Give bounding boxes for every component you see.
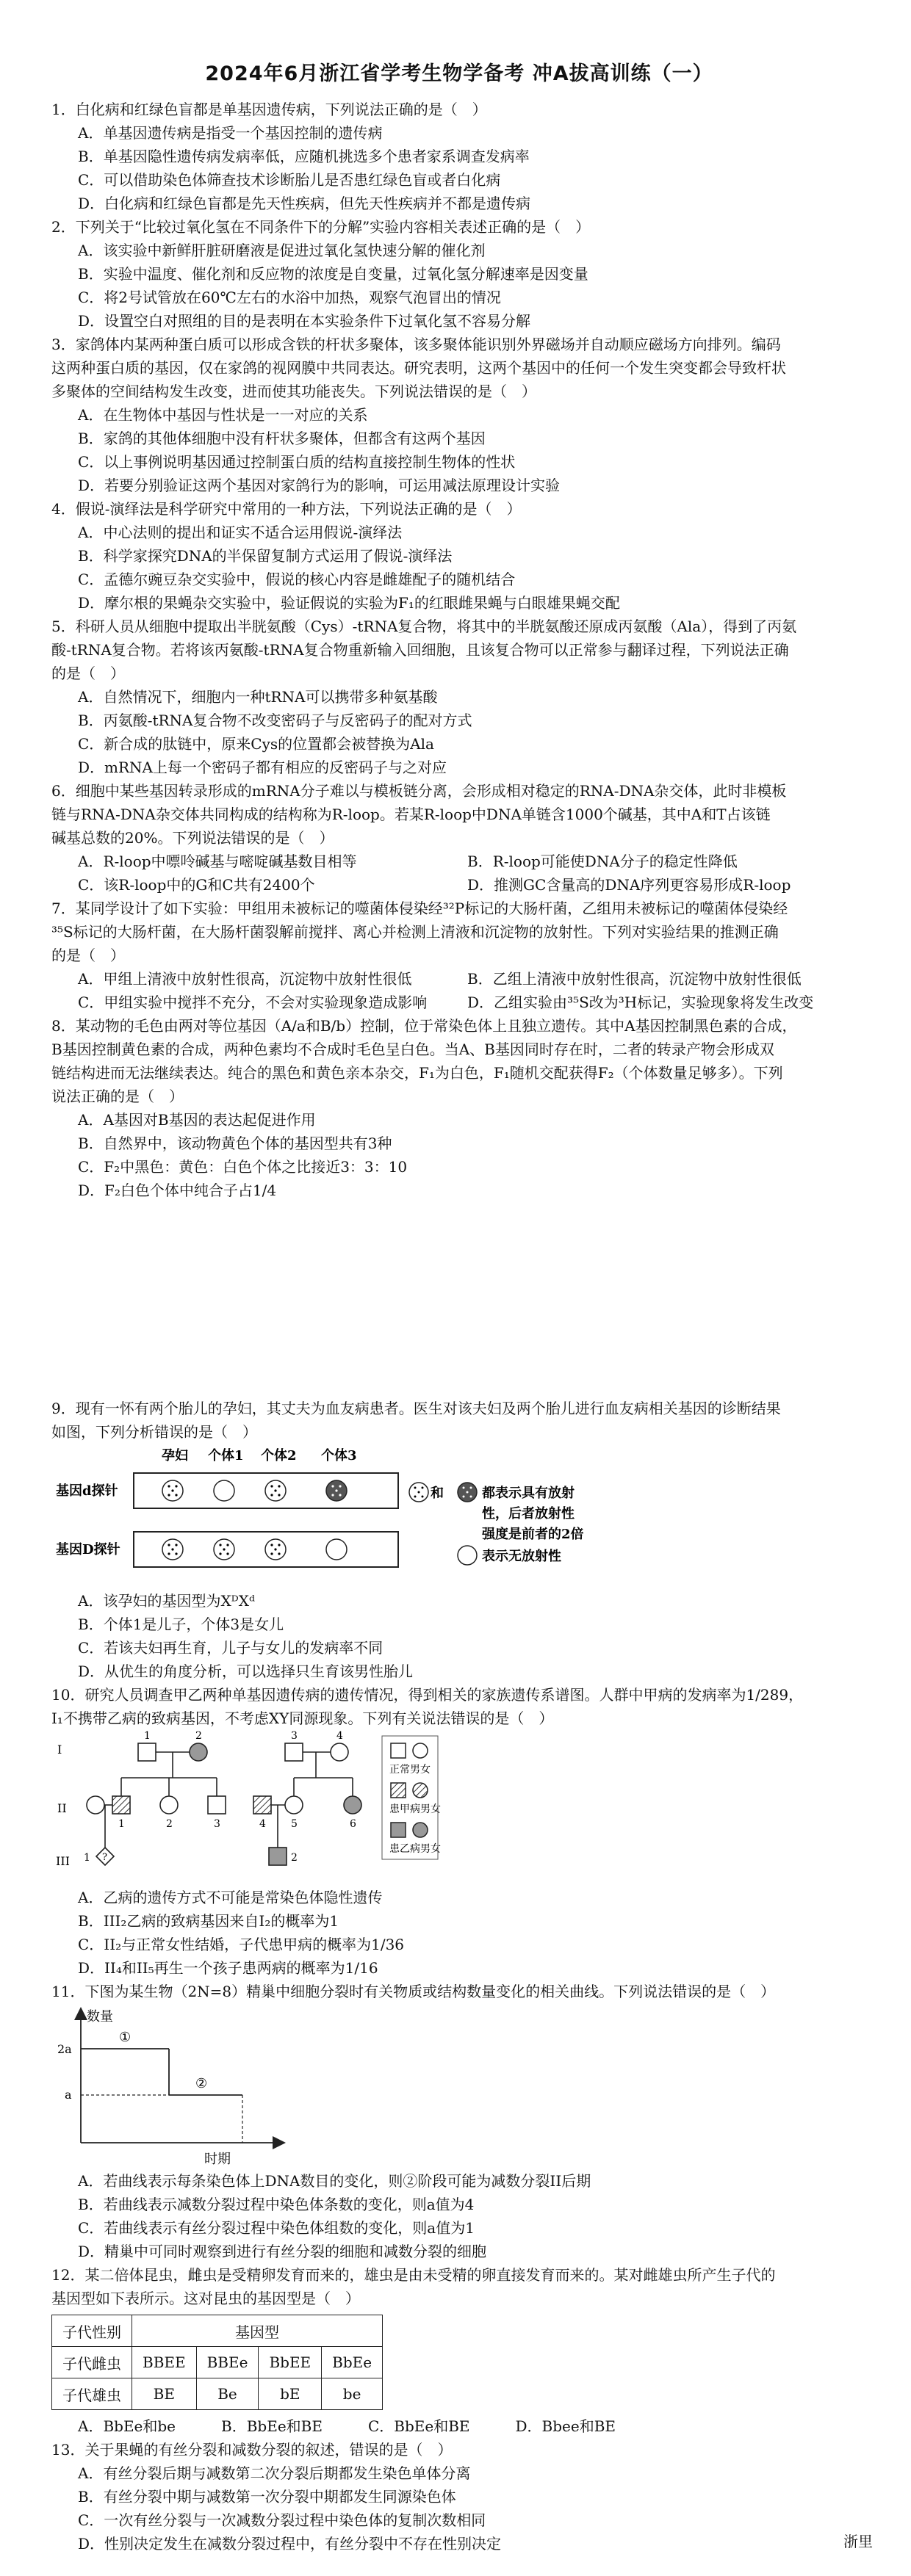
- pedigree-II-spouse: [87, 1796, 104, 1814]
- q6-options-row1: [78, 850, 867, 873]
- q13-option-a: A．有丝分裂后期与减数第二次分裂后期都发生染色单体分离: [78, 2464, 471, 2482]
- legend-text: 患甲病男女: [389, 1803, 441, 1815]
- q4-option-b: B．科学家探究DNA的半保留复制方式运用了假说-演绎法: [78, 547, 453, 565]
- q9-row-label: 基因D探针: [56, 1542, 120, 1557]
- svg-text:6: 6: [350, 1818, 356, 1830]
- q8-stem-line3: 链结构进而无法继续表达。纯合的黑色和黄色亲本杂交，F₁为白色，F₁随机交配获得F₂（个体数量足够多）。下列: [51, 1064, 783, 1082]
- q6-stem-line2: 链与RNA-DNA杂交体共同构成的结构称为R-loop。若某R-loop中DNA单链含1000个碱基，其中A和T占该链: [51, 806, 771, 823]
- table-header-cell: 基因型: [132, 2315, 383, 2347]
- svg-text:3: 3: [214, 1818, 220, 1830]
- pedigree-I1-male: [138, 1743, 156, 1761]
- q6-stem-line3: 碱基总数的20%。下列说法错误的是（ ）: [51, 829, 334, 847]
- q12-option-d: D．Bbee和BE: [515, 2417, 616, 2435]
- q1-option-d: D．白化病和红绿色盲都是先天性疾病，但先天性疾病并不都是遗传病: [78, 195, 531, 212]
- pedigree-mark: ?: [102, 1852, 107, 1863]
- q10-stem-line2: I₁不携带乙病的致病基因，不考虑XY同源现象。下列有关说法错误的是（ ）: [51, 1710, 554, 1727]
- q7-options-row1: [78, 967, 867, 991]
- q9-probe-figure: [51, 1444, 867, 1589]
- q2-option-d: D．设置空白对照组的目的是表明在本实验条件下过氧化氢不容易分解: [78, 312, 531, 330]
- svg-text:1: 1: [118, 1818, 125, 1830]
- q12-option-c: C．BbEe和BE: [367, 2417, 470, 2435]
- q13-option-c: C．一次有丝分裂与一次减数分裂过程中染色体的复制次数相同: [78, 2511, 486, 2529]
- q12-option-a: A．BbEe和be: [78, 2417, 176, 2435]
- y-axis-label: 数量: [87, 2009, 113, 2025]
- q9-row-label: 基因d探针: [56, 1483, 118, 1499]
- q9-legend-text: 表示无放射性: [482, 1549, 561, 1564]
- q9-spot-dotted: [265, 1539, 286, 1560]
- q9-spot-dotted: [265, 1480, 286, 1501]
- tick-label: a: [65, 2088, 72, 2102]
- q10-option-b: B．III₂乙病的致病基因来自I₂的概率为1: [78, 1912, 339, 1930]
- q9-spot-dotted: [214, 1539, 234, 1560]
- table-cell: BbEe: [322, 2347, 383, 2378]
- q9-legend-text: 和: [431, 1486, 444, 1501]
- q11-option-d: D．精巢中可同时观察到进行有丝分裂的细胞和减数分裂的细胞: [78, 2243, 487, 2260]
- segment-label: ①: [119, 2030, 132, 2045]
- q7-option-d: D．乙组实验由³⁵S改为³H标记，实验现象将发生改变: [467, 994, 814, 1011]
- table-cell: bE: [259, 2378, 322, 2410]
- generation-label: I: [57, 1743, 62, 1756]
- q6-options-row2: [78, 873, 867, 897]
- pedigree-II6-female: [344, 1796, 361, 1814]
- x-axis-label: 时期: [204, 2152, 231, 2167]
- q4-option-d: D．摩尔根的果蝇杂交实验中，验证假说的实验为F₁的红眼雌果蝇与白眼雄果蝇交配: [78, 594, 620, 612]
- pedigree-II5-female: [285, 1796, 303, 1814]
- q9-spot-dotted: [162, 1539, 183, 1560]
- q9-spot-dark: [326, 1480, 347, 1501]
- svg-text:3: 3: [291, 1730, 298, 1742]
- pedigree-I4-female: [331, 1743, 348, 1761]
- q7-options-row2: [78, 991, 867, 1014]
- svg-text:2: 2: [166, 1818, 173, 1830]
- generation-label: II: [57, 1801, 67, 1815]
- q9-option-a: A．该孕妇的基因型为XᴰXᵈ: [78, 1592, 256, 1610]
- q5-option-a: A．自然情况下，细胞内一种tRNA可以携带多种氨基酸: [78, 688, 438, 706]
- q9-legend-dotted-icon: [409, 1483, 428, 1502]
- svg-text:4: 4: [336, 1730, 343, 1742]
- q9-stem-line1: 9．现有一怀有两个胎儿的孕妇，其丈夫为血友病患者。医生对该夫妇及两个胎儿进行血友病相关基因的诊断结果: [51, 1400, 781, 1417]
- q12-genotype-table: [51, 2315, 383, 2410]
- q5-option-b: B．丙氨酸-tRNA复合物不改变密码子与反密码子的配对方式: [78, 712, 472, 729]
- q9-probe-diagram: [51, 1444, 654, 1589]
- q2-option-b: B．实验中温度、催化剂和反应物的浓度是自变量，过氧化氢分解速率是因变量: [78, 265, 588, 283]
- q9-legend-text: 都表示具有放射: [482, 1486, 575, 1501]
- pedigree-II1-male: [112, 1796, 130, 1814]
- q1-option-c: C．可以借助染色体筛查技术诊断胎儿是否患红绿色盲或者白化病: [78, 171, 501, 189]
- q9-col-label: 孕妇: [162, 1448, 188, 1464]
- legend-normal-male: [391, 1743, 406, 1758]
- q7-option-b: B．乙组上清液中放射性很高，沉淀物中放射性很低: [467, 970, 802, 988]
- table-cell: BBEE: [132, 2347, 197, 2378]
- table-row: [52, 2378, 383, 2410]
- q6-option-d: D．推测GC含量高的DNA序列更容易形成R-loop: [467, 876, 791, 894]
- q10-option-a: A．乙病的遗传方式不可能是常染色体隐性遗传: [78, 1889, 383, 1906]
- q3-option-c: C．以上事例说明基因通过控制蛋白质的结构直接控制生物体的性状: [78, 453, 516, 471]
- pedigree-III2-male: [269, 1848, 287, 1865]
- generation-label: III: [56, 1854, 70, 1868]
- q6-option-a: A．R-loop中嘌呤碱基与嘧啶碱基数目相等: [78, 853, 357, 870]
- q10-pedigree-chart: [51, 1730, 507, 1886]
- q11-graph-figure: [51, 2003, 867, 2169]
- q10-pedigree-figure: [51, 1730, 867, 1886]
- table-cell: Be: [196, 2378, 259, 2410]
- q3-stem-line2: 这两种蛋白质的基因，仅在家鸽的视网膜中共同表达。研究表明，这两个基因中的任何一个发生突变都会导致杆状: [51, 359, 786, 377]
- footer-mark: 浙里: [843, 2533, 873, 2550]
- pedigree-II4-male: [253, 1796, 271, 1814]
- q8-option-b: B．自然界中，该动物黄色个体的基因型共有3种: [78, 1135, 392, 1152]
- q8-option-c: C．F₂中黑色：黄色：白色个体之比接近3：3：10: [78, 1158, 408, 1176]
- q1-option-b: B．单基因隐性遗传病发病率低，应随机挑选多个患者家系调查发病率: [78, 148, 530, 165]
- svg-text:2: 2: [291, 1852, 298, 1864]
- q9-stem-line2: 如图，下列分析错误的是（ ）: [51, 1423, 257, 1441]
- svg-text:4: 4: [259, 1818, 266, 1830]
- q9-option-d: D．从优生的角度分析，可以选择只生育该男性胎儿: [78, 1663, 414, 1680]
- table-cell: BE: [132, 2378, 197, 2410]
- q7-option-a: A．甲组上清液中放射性很高，沉淀物中放射性很低: [78, 970, 412, 988]
- q9-col-label: 个体2: [261, 1448, 297, 1464]
- q9-legend-text: 强度是前者的2倍: [482, 1527, 584, 1542]
- q12-stem-line1: 12．某二倍体昆虫，雌虫是受精卵发育而来的，雄虫是由未受精的卵直接发育而来的。某对雌雄虫所产生子代的: [51, 2266, 776, 2284]
- q8-option-a: A．A基因对B基因的表达起促进作用: [78, 1111, 316, 1129]
- q9-legend-dark-icon: [458, 1483, 477, 1502]
- q8-option-d: D．F₂白色个体中纯合子占1/4: [78, 1182, 277, 1199]
- segment-label: ②: [195, 2076, 208, 2091]
- table-cell: 子代雄虫: [52, 2378, 132, 2410]
- q5-option-c: C．新合成的肽链中，原来Cys的位置都会被替换为Ala: [78, 735, 434, 753]
- q8-stem-line1: 8．某动物的毛色由两对等位基因（A/a和B/b）控制，位于常染色体上且独立遗传。其中A基因控制黑色素的合成，: [51, 1017, 797, 1035]
- q9-legend-text: 性，后者放射性: [482, 1506, 575, 1522]
- page-title: 2024年6月浙江省学考生物学备考 冲A拔高训练（一）: [205, 62, 713, 85]
- table-row: [52, 2347, 383, 2378]
- q13-option-b: B．有丝分裂中期与减数第一次分裂中期都发生同源染色体: [78, 2488, 456, 2506]
- q2-option-c: C．将2号试管放在60℃左右的水浴中加热，观察气泡冒出的情况: [78, 289, 501, 306]
- q3-stem-line3: 多聚体的空间结构发生改变，进而使其功能丧失。下列说法错误的是（ ）: [51, 383, 536, 400]
- q11-option-c: C．若曲线表示有丝分裂过程中染色体组数的变化，则a值为1: [78, 2219, 475, 2237]
- q13-option-d: D．性别决定发生在减数分裂过程中，有丝分裂中不存在性别决定: [78, 2535, 502, 2553]
- blank-space: [51, 1202, 867, 1397]
- q11-stem: 11．下图为某生物（2N=8）精巢中细胞分裂时有关物质或结构数量变化的相关曲线。下列说法错误的是（ ）: [51, 1983, 776, 2000]
- pedigree-II3-male: [208, 1796, 226, 1814]
- q5-stem-line2: 酸-tRNA复合物。若将该丙氨酸-tRNA复合物重新输入回细胞，且该复合物可以正常参与翻译过程，下列说法正确: [51, 641, 789, 659]
- q9-option-c: C．若该夫妇再生育，儿子与女儿的发病率不同: [78, 1639, 384, 1657]
- q9-col-label: 个体1: [208, 1448, 244, 1464]
- q6-stem-line1: 6．细胞中某些基因转录形成的mRNA分子难以与模板链分离，会形成相对稳定的RNA-DNA杂交体，此时非模板: [51, 782, 787, 800]
- q5-option-d: D．mRNA上每一个密码子都有相应的反密码子与之对应: [78, 759, 447, 776]
- q4-option-c: C．孟德尔豌豆杂交实验中，假说的核心内容是雌雄配子的随机结合: [78, 571, 516, 588]
- q13-stem: 13．关于果蝇的有丝分裂和减数分裂的叙述，错误的是（ ）: [51, 2441, 453, 2459]
- legend-yi-female: [413, 1823, 428, 1837]
- q5-stem-line3: 的是（ ）: [51, 665, 125, 682]
- q3-option-b: B．家鸽的其他体细胞中没有杆状多聚体，但都含有这两个基因: [78, 430, 486, 447]
- svg-text:1: 1: [84, 1852, 90, 1864]
- table-row: [52, 2315, 383, 2347]
- q7-stem-line1: 7．某同学设计了如下实验：甲组用未被标记的噬菌体侵染经³²P标记的大肠杆菌，乙组用未被标记的噬菌体侵染经: [51, 900, 788, 917]
- q6-option-b: B．R-loop可能使DNA分子的稳定性降低: [467, 853, 738, 870]
- q3-option-d: D．若要分别验证这两个基因对家鸽行为的影响，可运用减法原理设计实验: [78, 477, 561, 494]
- q3-stem-line1: 3．家鸽体内某两种蛋白质可以形成含铁的杆状多聚体，该多聚体能识别外界磁场并自动顺应磁场方向排列。编码: [51, 336, 781, 353]
- q9-spot-dotted: [162, 1480, 183, 1501]
- q2-stem: 2．下列关于“比较过氧化氢在不同条件下的分解”实验内容相关表述正确的是（ ）: [51, 218, 591, 236]
- q9-col-label: 个体3: [321, 1448, 357, 1464]
- q8-stem-line2: B基因控制黄色素的合成，两种色素均不合成时毛色呈白色。当A、B基因同时存在时，二者的转录产物会形成双: [51, 1041, 774, 1058]
- svg-text:5: 5: [291, 1818, 298, 1830]
- q1-stem: 1．白化病和红绿色盲都是单基因遗传病，下列说法正确的是（ ）: [51, 101, 487, 118]
- q12-options-row: [78, 2414, 867, 2438]
- pedigree-II2-female: [160, 1796, 178, 1814]
- legend-normal-female: [413, 1743, 428, 1758]
- worksheet-page: [51, 57, 867, 2555]
- q4-option-a: A．中心法则的提出和证实不适合运用假说-演绎法: [78, 524, 403, 541]
- q3-option-a: A．在生物体中基因与性状是一一对应的关系: [78, 406, 368, 424]
- legend-jia-male: [391, 1783, 406, 1798]
- table-cell: BbEE: [259, 2347, 322, 2378]
- q7-stem-line3: 的是（ ）: [51, 947, 125, 964]
- q7-option-c: C．甲组实验中搅拌不充分，不会对实验现象造成影响: [78, 994, 428, 1011]
- table-header-cell: 子代性别: [52, 2315, 132, 2347]
- q9-legend-empty-icon: [458, 1546, 477, 1565]
- legend-text: 正常男女: [389, 1764, 431, 1776]
- table-cell: be: [322, 2378, 383, 2410]
- q9-spot-empty: [214, 1480, 234, 1501]
- q10-stem-line1: 10．研究人员调查甲乙两种单基因遗传病的遗传情况，得到相关的家族遗传系谱图。人群中甲病的发病率为1/289，: [51, 1686, 804, 1704]
- q2-option-a: A．该实验中新鲜肝脏研磨液是促进过氧化氢快速分解的催化剂: [78, 242, 486, 259]
- legend-jia-female: [413, 1783, 428, 1798]
- q11-option-b: B．若曲线表示减数分裂过程中染色体条数的变化，则a值为4: [78, 2196, 475, 2213]
- table-cell: 子代雌虫: [52, 2347, 132, 2378]
- table-cell: BBEe: [196, 2347, 259, 2378]
- q8-stem-line4: 说法正确的是（ ）: [51, 1088, 184, 1105]
- q11-step-graph: [51, 2003, 316, 2169]
- tick-label: 2a: [57, 2042, 72, 2056]
- q12-stem-line2: 基因型如下表所示。这对昆虫的基因型是（ ）: [51, 2290, 360, 2307]
- q7-stem-line2: ³⁵S标记的大肠杆菌，在大肠杆菌裂解前搅拌、离心并检测上清液和沉淀物的放射性。下列对实验结果的推测正确: [51, 923, 779, 941]
- svg-text:2: 2: [195, 1730, 202, 1742]
- q9-option-b: B．个体1是儿子，个体3是女儿: [78, 1616, 284, 1633]
- q9-spot-empty: [326, 1539, 347, 1560]
- pedigree-I3-male: [285, 1743, 303, 1761]
- legend-yi-male: [391, 1823, 406, 1837]
- q1-option-a: A．单基因遗传病是指受一个基因控制的遗传病: [78, 124, 383, 142]
- q12-option-b: B．BbEe和BE: [221, 2417, 323, 2435]
- q5-stem-line1: 5．科研人员从细胞中提取出半胱氨酸（Cys）-tRNA复合物，将其中的半胱氨酸还原成丙氨酸（Ala），得到了丙氨: [51, 618, 797, 635]
- q6-option-c: C．该R-loop中的G和C共有2400个: [78, 876, 315, 894]
- legend-text: 患乙病男女: [389, 1843, 441, 1855]
- q10-option-c: C．II₂与正常女性结婚，子代患甲病的概率为1/36: [78, 1936, 405, 1953]
- pedigree-I2-female: [190, 1743, 207, 1761]
- q11-option-a: A．若曲线表示每条染色体上DNA数目的变化，则②阶段可能为减数分裂II后期: [78, 2172, 591, 2190]
- svg-text:1: 1: [144, 1730, 151, 1742]
- q10-option-d: D．II₄和II₅再生一个孩子患两病的概率为1/16: [78, 1959, 378, 1977]
- q4-stem: 4．假说-演绎法是科学研究中常用的一种方法，下列说法正确的是（ ）: [51, 500, 522, 518]
